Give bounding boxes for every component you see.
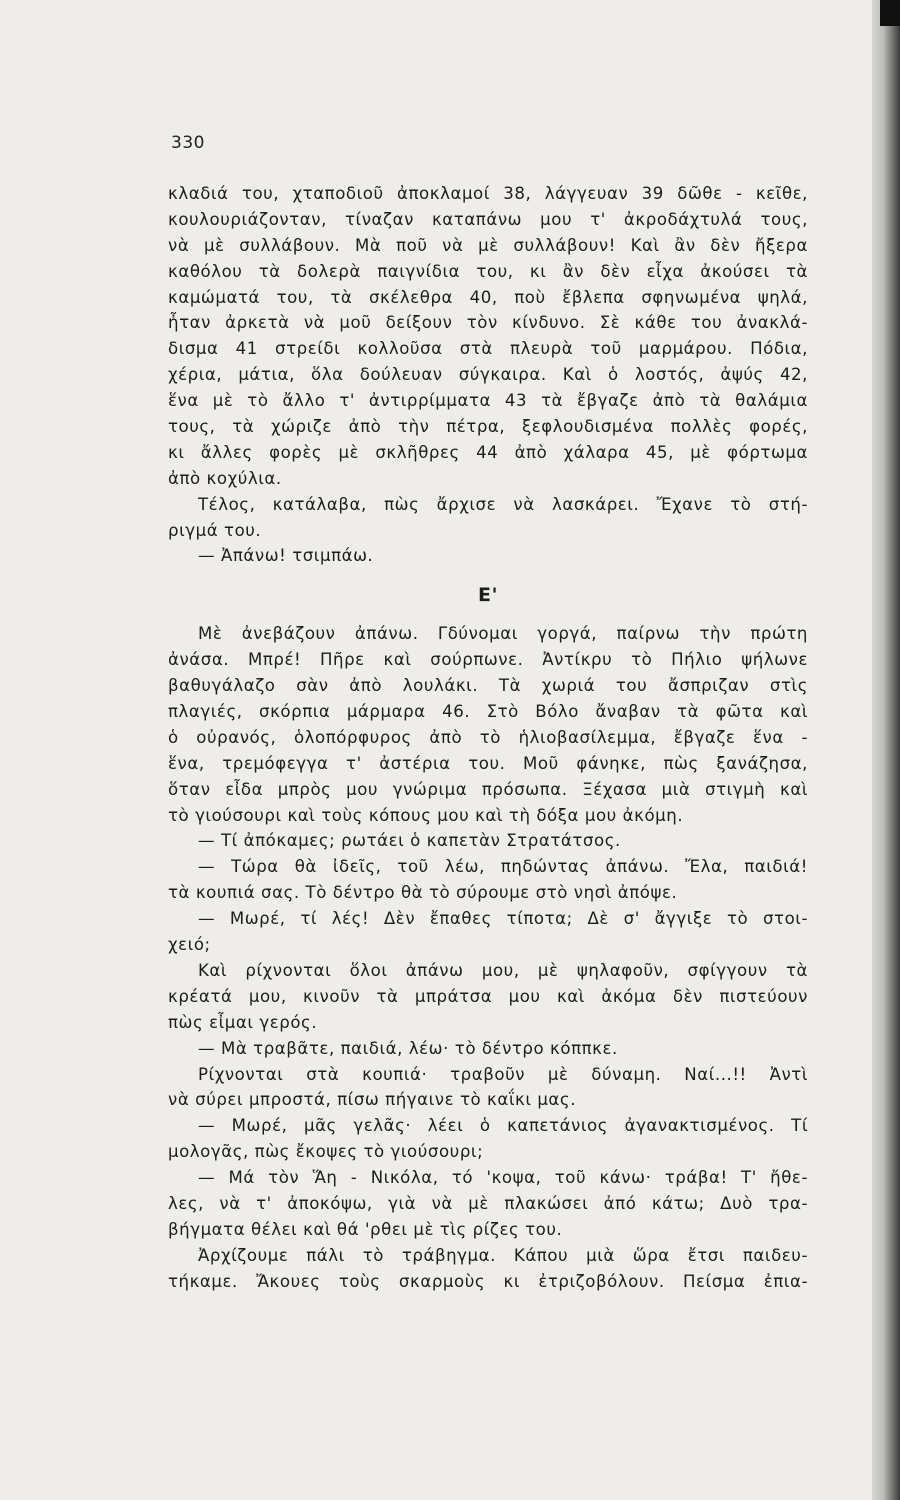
text-line: Ἀρχίζουμε πάλι τὸ τράβηγμα. Κάπου μιὰ ὥρα ἔτσι παιδευ- (198, 1245, 808, 1265)
text-line: πλαγιές, σκόρπια μάρμαρα 46. Στὸ Βόλο ἄναβαν τὰ φῶτα καὶ (168, 702, 808, 722)
text-line: ὁ οὐρανός, ὁλοπόρφυρος ἀπὸ τὸ ἡλιοβασίλεμμα, ἔβγαζε ἕνα - (168, 727, 808, 747)
text-line: κι ἄλλες φορὲς μὲ σκλῆθρες 44 ἀπὸ χάλαρα 45, μὲ φόρτωμα (168, 442, 808, 462)
text-line: — Μά τὸν Ἅη - Νικόλα, τό 'κοψα, τοῦ κάνω· τράβα! Τ' ἤθε- (198, 1168, 808, 1188)
text-line: μολογᾶς, πὼς ἔκοψες τὸ γιούσουρι; (168, 1142, 484, 1162)
text-line: τὰ κουπιά σας. Τὸ δέντρο θὰ τὸ σύρουμε στὸ νησὶ ἀπόψε. (168, 883, 678, 903)
scan-corner (880, 0, 900, 26)
text-line: — Μωρέ, μᾶς γελᾶς· λέει ὁ καπετάνιος ἀγανακτισμένος. Τί (198, 1116, 808, 1136)
text-line: βαθυγάλαζο σὰν ἀπὸ λουλάκι. Τὰ χωριά του ἄσπριζαν στὶς (168, 676, 808, 696)
text-line: Καὶ ρίχνονται ὅλοι ἀπάνω μου, μὲ ψηλαφοῦν, σφίγγουν τὰ (198, 960, 808, 980)
text-line: νὰ μὲ συλλάβουν. Μὰ ποῦ νὰ μὲ συλλάβουν! Καὶ ἂν δὲν ἤξερα (168, 235, 808, 255)
text-line: τους, τὰ χώριζε ἀπὸ τὴν πέτρα, ξεφλουδισμένα πολλὲς φορές, (168, 417, 808, 437)
text-line: κρέατά μου, κινοῦν τὰ μπράτσα μου καὶ ἀκόμα δὲν πιστεύουν (168, 986, 808, 1006)
text-line: Τέλος, κατάλαβα, πὼς ἄρχισε νὰ λασκάρει. Ἔχανε τὸ στή- (198, 494, 808, 514)
section-heading: Ε' (478, 584, 498, 607)
page-edge-shadow (872, 0, 900, 1500)
text-line: βήγματα θέλει καὶ θά 'ρθει μὲ τὶς ρίζες του. (168, 1219, 563, 1239)
text-line: ἦταν ἀρκετὰ νὰ μοῦ δείξουν τὸν κίνδυνο. Σὲ κάθε του ἀνακλά- (168, 313, 808, 333)
text-line: λες, νὰ τ' ἀποκόψω, γιὰ νὰ μὲ πλακώσει ἀπό κάτω; Δυὸ τρα- (168, 1193, 808, 1213)
text-line: ἀπὸ κοχύλια. (168, 468, 282, 488)
text-line: κλαδιά του, χταποδιοῦ ἀποκλαμοί 38, λάγγευαν 39 δῶθε - κεῖθε, (168, 184, 808, 203)
text-line: κουλουριάζονταν, τίναζαν καταπάνω μου τ' ἀκροδάχτυλά τους, (168, 209, 808, 229)
text-line: Μὲ ἀνεβάζουν ἀπάνω. Γδύνομαι γοργά, παίρνω τὴν πρώτη (198, 624, 808, 644)
text-line: Ρίχνονται στὰ κουπιά· τραβοῦν μὲ δύναμη. Ναί...!! Ἀντὶ (198, 1064, 808, 1084)
text-line: ὅταν εἶδα μπρὸς μου γνώριμα πρόσωπα. Ξέχασα μιὰ στιγμὴ καὶ (168, 779, 808, 799)
text-line: — Τί ἀπόκαμες; ρωτάει ὁ καπετὰν Στρατάτσος. (198, 831, 621, 851)
text-line: καμώματά του, τὰ σκέλεθρα 40, ποὺ ἔβλεπα σφηνωμένα ψηλά, (168, 287, 808, 307)
text-line: ἕνα μὲ τὸ ἄλλο τ' ἀντιρρίμματα 43 τὰ ἔβγαζε ἀπὸ τὰ θαλάμια (168, 391, 808, 411)
text-line: πὼς εἶμαι γερός. (168, 1012, 318, 1032)
text-line: — Μωρέ, τί λές! Δὲν ἔπαθες τίποτα; Δὲ σ' ἄγγιξε τὸ στοι- (198, 909, 808, 929)
text-line: τήκαμε. Ἄκουες τοὺς σκαρμοὺς κι ἐτριζοβόλουν. Πείσμα ἐπια- (168, 1271, 808, 1291)
text-line: ἀνάσα. Μπρέ! Πῆρε καὶ σούρπωνε. Ἀντίκρυ τὸ Πήλιο ψήλωνε (168, 650, 808, 670)
text-line: δισμα 41 στρείδι κολλοῦσα στὰ πλευρὰ τοῦ μαρμάρου. Πόδια, (168, 339, 808, 359)
text-line: καθόλου τὰ δολερὰ παιγνίδια του, κι ἂν δὲν εἶχα ἀκούσει τὰ (168, 261, 808, 281)
body-text (168, 181, 808, 1295)
text-line: ἕνα, τρεμόφεγγα τ' ἀστέρια του. Μοῦ φάνηκε, πὼς ξανάζησα, (168, 753, 808, 773)
page-number: 330 (171, 133, 205, 153)
text-line: χειό; (168, 935, 211, 955)
text-line: ριγμά του. (168, 520, 262, 540)
text-line: — Μὰ τραβᾶτε, παιδιά, λέω· τὸ δέντρο κόππκε. (198, 1038, 618, 1058)
text-line: — Ἀπάνω! τσιμπάω. (198, 546, 374, 566)
text-line: — Τώρα θὰ ἰδεῖς, τοῦ λέω, πηδώντας ἀπάνω. Ἔλα, παιδιά! (198, 857, 808, 877)
text-line: τὸ γιούσουρι καὶ τοὺς κόπους μου καὶ τὴ δόξα μου ἀκόμη. (168, 805, 684, 825)
text-line: χέρια, μάτια, ὅλα δούλευαν σύγκαιρα. Καὶ ὁ λοστός, ἀψύς 42, (168, 365, 808, 385)
text-line: νὰ σύρει μπροστά, πίσω πήγαινε τὸ καΐκι μας. (168, 1090, 577, 1110)
